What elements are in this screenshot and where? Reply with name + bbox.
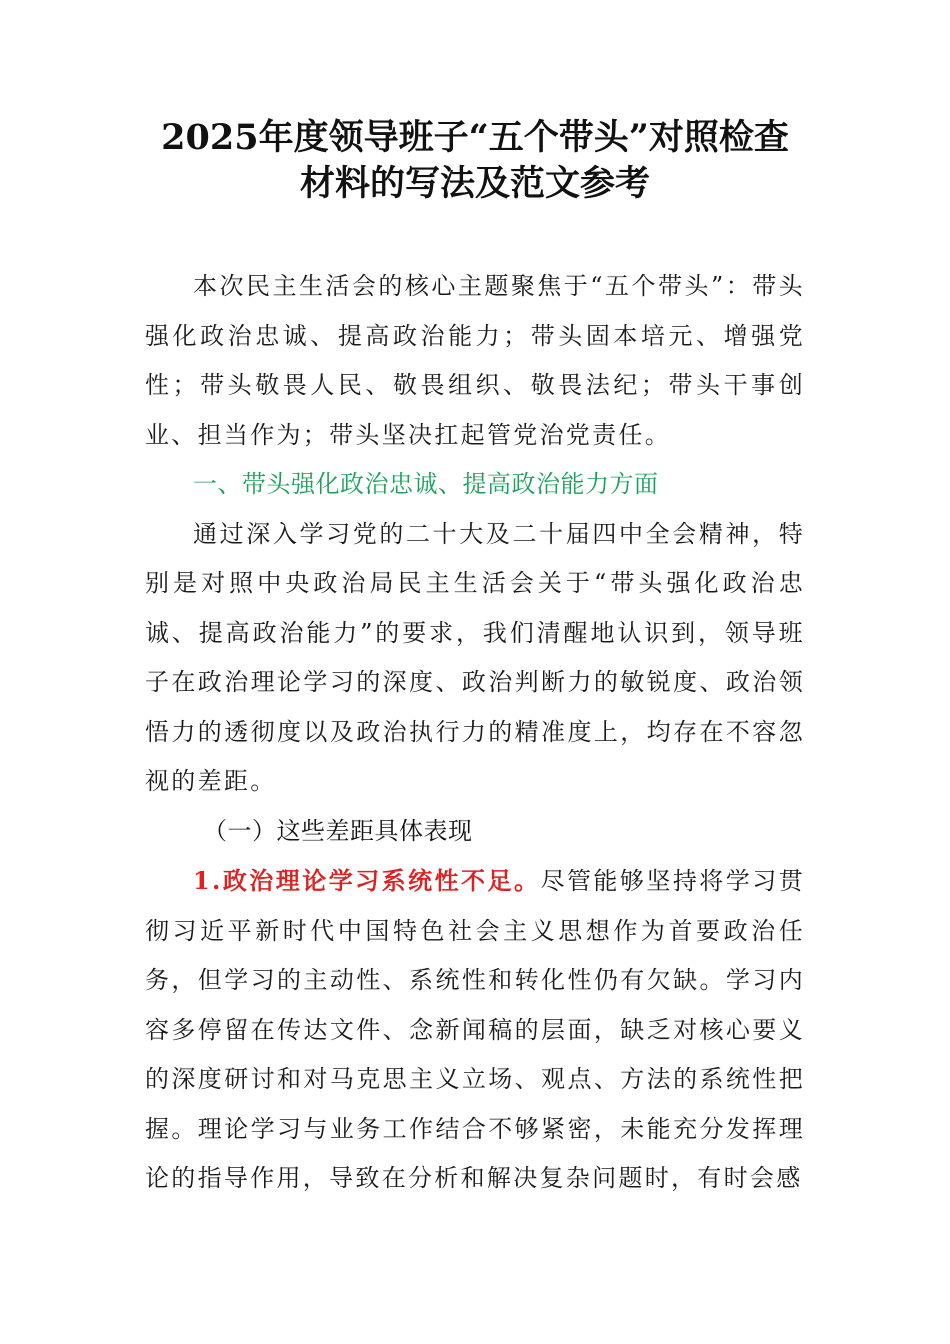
section-1-paragraph: 通过深入学习党的二十大及二十届四中全会精神，特别是对照中央政治局民主生活会关于“带头强化政治忠诚、提高政治能力”的要求，我们清醒地认识到，领导班子在政治理论学习的深度、政治判断力的敏锐度、政治领悟力的透彻度以及政治执行力的精准度上，均存在不容忽视的差距。 xyxy=(145,519,805,795)
document-body xyxy=(145,262,805,1204)
intro-paragraph: 本次民主生活会的核心主题聚焦于“五个带头”：带头强化政治忠诚、提高政治能力；带头固本培元、增强党性；带头敬畏人民、敬畏组织、敬畏法纪；带头干事创业、担当作为；带头坚决扛起管党治党责任。 xyxy=(145,272,805,449)
item-1-text: 尽管能够坚持将学习贯彻习近平新时代中国特色社会主义思想作为首要政治任务，但学习的主动性、系统性和转化性仍有欠缺。学习内容多停留在传达文件、念新闻稿的层面，缺乏对核心要义的深度研讨和对马克思主义立场、观点、方法的系统性把握。理论学习与业务工作结合不够紧密，未能充分发挥理论的指导作用，导致在分析和解决复杂问题时，有时会感 xyxy=(145,867,805,1192)
document-title-line-2: 材料的写法及范文参考 xyxy=(299,163,650,204)
section-1-heading: 一、带头强化政治忠诚、提高政治能力方面 xyxy=(193,470,659,498)
document-title-line-1: 2025年度领导班子“五个带头”对照检查 xyxy=(161,117,789,158)
item-1-paragraph xyxy=(145,856,805,1204)
subsection-1-heading: （一）这些差距具体表现 xyxy=(203,816,473,845)
item-1-lead: 1.政治理论学习系统性不足。 xyxy=(193,866,541,895)
